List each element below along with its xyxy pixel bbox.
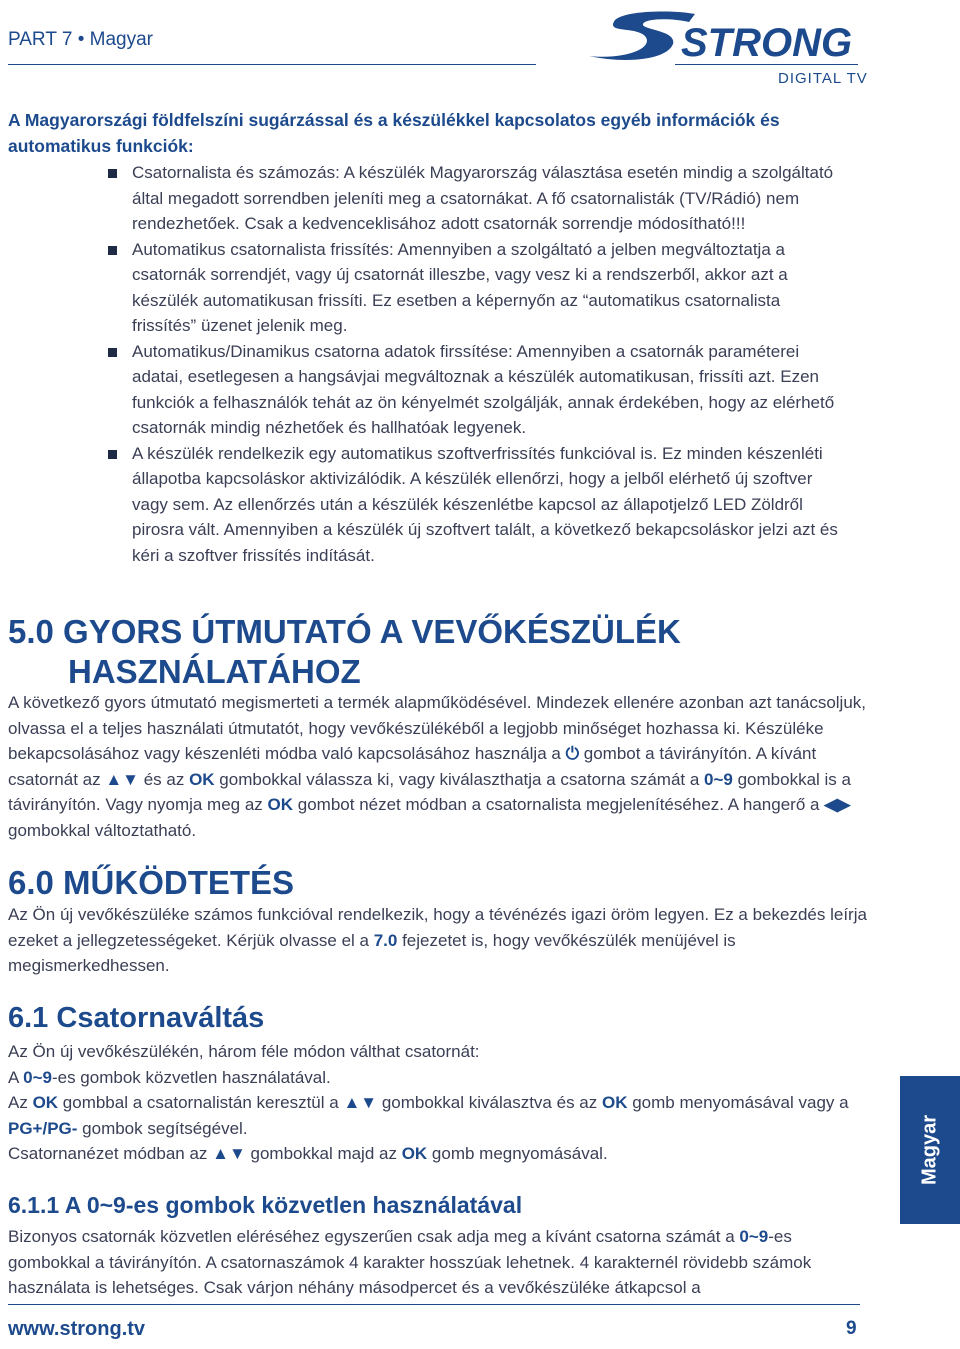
section-6-title: 6.0 MŰKÖDTETÉS (8, 864, 295, 901)
text-run: -es gombokkal a távirányítón. A csatornaszámok 4 karakter hosszúak lehetnek. 4 karakternél rövidebb számok használata is lehetséges. Csak várjon néhány másodpercet és a vevőkészüléke átkapcsol a (8, 1227, 812, 1297)
text-run: gombokkal változtatható. (8, 820, 197, 840)
text-run: és az (138, 769, 190, 789)
digit-keys: 0~9 (23, 1067, 52, 1087)
list-item (108, 339, 848, 441)
text-run: gombot a távirányítón. A kívánt csatornát az (8, 744, 817, 789)
text-run: Csatornanézet módban az (8, 1144, 213, 1163)
logo-rule (675, 64, 858, 65)
part-label: PART 7 • Magyar (8, 29, 153, 50)
bullet-text: A készülék rendelkezik egy automatikus szoftverfrissítés funkcióval is. Ez minden készenléti állapotba kapcsoláskor aktivizálódik. A készülék ellenőrzi, hogy a jelből elérhető új szoftver vagy sem. Az ellenőrzés után a készülék készenlétbe kapcsol az állapotjelző LED Zöldről pirosra vált. Amennyiben a készülék új szoftvert talált, a következő bekapcsoláskor jelzi azt és kéri a szoftver frissítés indítását. (132, 443, 838, 565)
text-run: Bizonyos csatornák közvetlen eléréséhez egyszerűen csak adja meg a kívánt csatorna számát a (8, 1227, 740, 1246)
text-run: fejezetet is, hogy vevőkészülék menüjével is megismerkedhessen. (8, 930, 736, 975)
ok-key: OK (32, 1093, 59, 1112)
section-5-title-line1: 5.0 GYORS ÚTMUTATÓ A VEVŐKÉSZÜLÉK (8, 613, 681, 650)
text-run: gombok segítségével. (77, 1118, 248, 1138)
power-icon: ⏻ (565, 744, 580, 763)
section-6-1-1-paragraph (8, 1224, 878, 1301)
bullet-text: Automatikus/Dinamikus csatorna adatok firssítése: Amennyiben a csatornák paraméterei adatai, esetlegesen a hangsávjai megváltoznak a készülék automatikusan, frissíti azt. Ezen funkciók a felhasználók tehát az ön kényelmét szolgálják, annak érdekében, hogy az elérhető csatornák mindig nézhetőek és hallhatóak legyenek. (132, 341, 835, 437)
logo-text: STRONG (681, 21, 853, 64)
bullet-text: Csatornalista és számozás: A készülék Magyarország választása esetén mindig a szolgáltató által megadott sorrendben jeleníti meg a csatornákat. A fő csatornalisták (TV/Rádió) nem rendezhetőek. Csak a kedvenceklisához adott csatornák sorrendje módosítható!!! (132, 163, 834, 233)
section-6-1-1-title: 6.1.1 A 0~9-es gombok közvetlen használatával (8, 1192, 523, 1218)
ok-key: OK (401, 1144, 428, 1163)
bullet-square-icon (108, 450, 117, 459)
bullet-square-icon (108, 348, 117, 357)
ok-key: OK (189, 769, 215, 789)
text-run: gombbal a csatornalistán keresztül a (58, 1093, 344, 1112)
section-6-1-title: 6.1 Csatornaváltás (8, 1002, 265, 1034)
text-run: Az Ön új vevőkészüléke számos funkcióval rendelkezik, hogy a tévénézés igazi öröm legyen. Ez a bekezdés leírja ezeket a jellegzetességeket. Kérjük olvasse el a (8, 905, 867, 950)
bullet-square-icon (108, 169, 117, 178)
page-number: 9 (846, 1318, 857, 1339)
text-run: gomb megnyomásával. (427, 1144, 608, 1163)
text-run: Az (8, 1093, 33, 1112)
logo-subtitle: DIGITAL TV (778, 70, 868, 87)
chapter-ref: 7.0 (373, 930, 398, 950)
text-run: gombokkal majd az (245, 1144, 402, 1163)
text-run: Az Ön új vevőkészülékén, három féle módon válthat csatornát: (8, 1042, 480, 1061)
up-down-arrows-icon: ▲▼ (105, 769, 139, 789)
ok-key: OK (267, 795, 294, 814)
ok-key: OK (601, 1093, 628, 1112)
section-5-title (8, 612, 681, 692)
header-rule (8, 64, 536, 65)
footer-url-link[interactable]: www.strong.tv (8, 1318, 146, 1340)
text-run: A (8, 1067, 24, 1087)
language-side-tab (900, 1076, 960, 1224)
digit-keys: 0~9 (739, 1227, 769, 1246)
text-run: gombokkal is a távirányítón. Vagy nyomja meg az (8, 769, 851, 814)
bullet-text: Automatikus csatornalista frissítés: Amennyiben a szolgáltató a jelben megváltoztatja a csatornák sorrendjét, vagy új csatornát illeszbe, vagy vesz ki a rendszerből, akkor azt a készülék automatikusan frissíti. Ez esetben a képernyőn az “automatikus csatornalista frissítés” üzenet jelenik meg. (132, 239, 788, 335)
text-run: A következő gyors útmutató megismerteti a termék alapműködésével. Mindezek ellenére azonban azt tanácsoljuk, olvassa el a teljes használati útmutatót, hogy vevőkészülékéből a legjobb minőséget hozhassa ki. Készüléke bekapcsolásához vagy készenléti módba való kapcsolásához használja a (8, 693, 867, 763)
bullet-square-icon (108, 246, 117, 255)
text-run: gombokkal válassza ki, vagy kiválaszthatja a csatorna számát a (214, 769, 705, 789)
text-run: gombot nézet módban a csatornalista megjelenítéséhez. A hangerő a (293, 795, 825, 814)
section-5-paragraph (8, 690, 878, 843)
digit-keys: 0~9 (704, 769, 733, 789)
list-item (108, 441, 848, 569)
info-bullet-list (108, 160, 848, 568)
strong-logo (585, 8, 860, 64)
pg-keys: PG+/PG- (8, 1118, 78, 1138)
footer-rule (8, 1304, 860, 1305)
up-down-arrows-icon: ▲▼ (343, 1093, 378, 1112)
text-run: gomb menyomásával vagy a (627, 1093, 849, 1112)
section-5-title-line2: HASZNÁLATÁHOZ (68, 653, 361, 690)
section-6-1-paragraph (8, 1039, 878, 1167)
left-right-arrows-icon: ◀▶ (824, 795, 851, 814)
list-item (108, 160, 848, 237)
text-run: gombokkal kiválasztva és az (377, 1093, 602, 1112)
intro-heading: A Magyarországi földfelszíni sugárzással és a készülékkel kapcsolatos egyéb információk és automatikus funkciók: (8, 110, 780, 156)
list-item (108, 237, 848, 339)
side-tab-label: Magyar (918, 1114, 941, 1186)
text-run: -es gombok közvetlen használatával. (51, 1067, 331, 1087)
section-6-paragraph (8, 902, 878, 979)
up-down-arrows-icon: ▲▼ (212, 1144, 246, 1163)
